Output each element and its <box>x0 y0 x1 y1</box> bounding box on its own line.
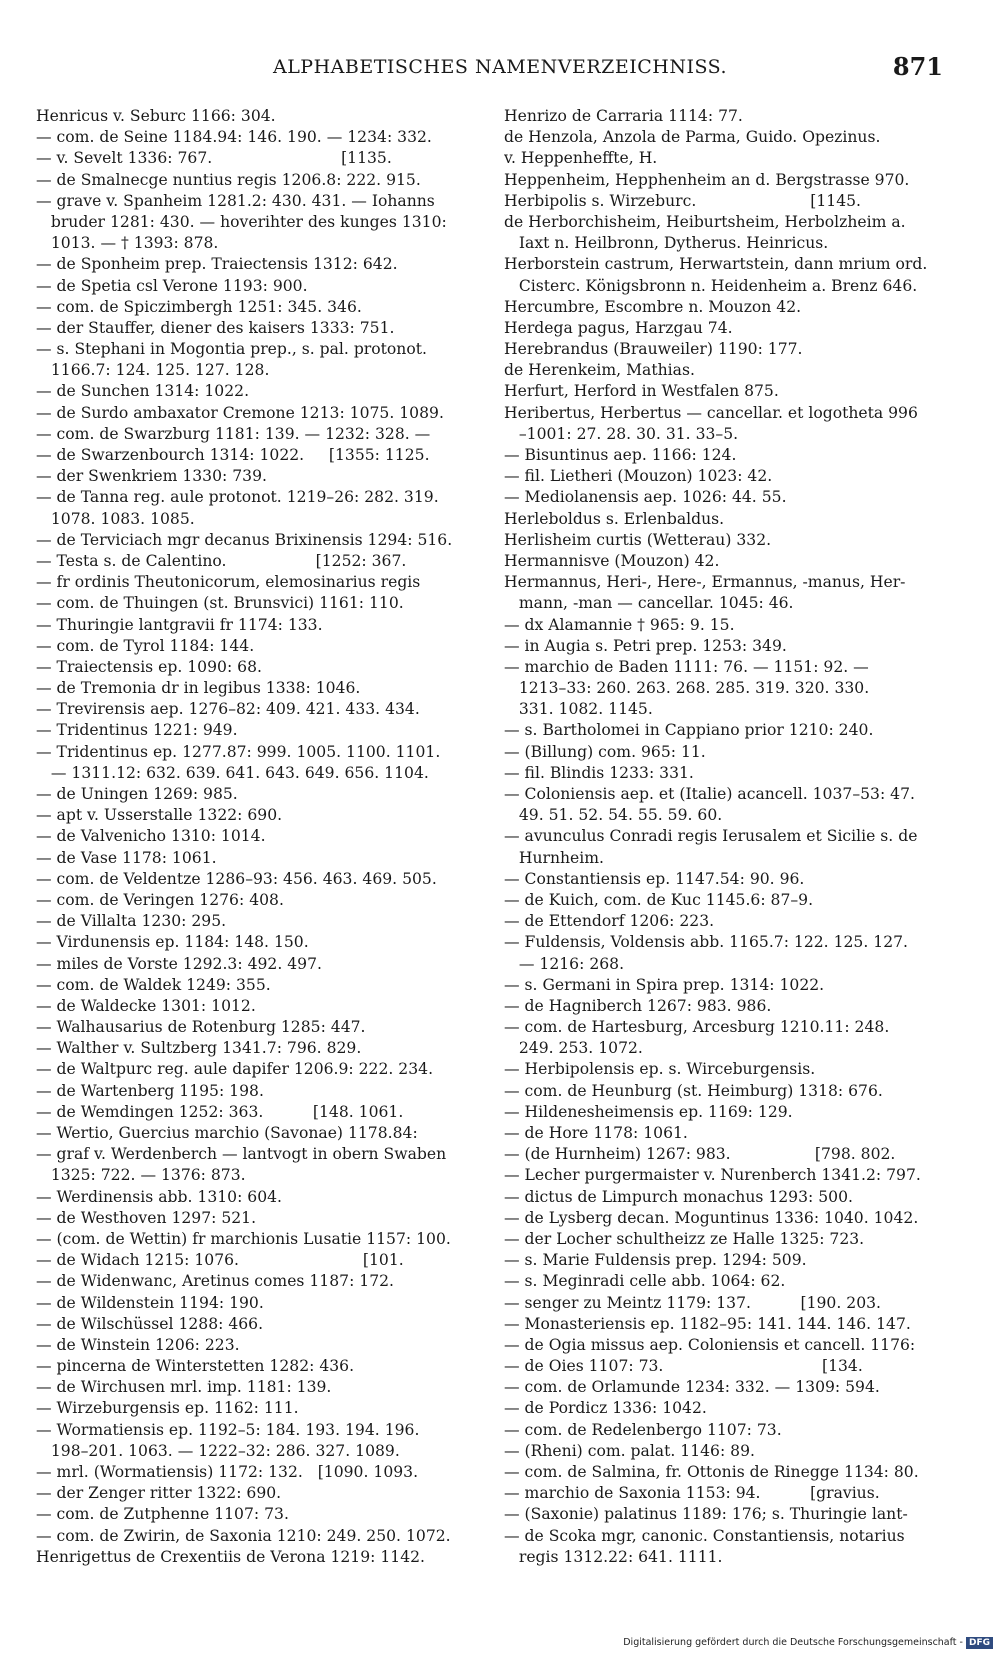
index-entry-line: — de Lysberg decan. Moguntinus 1336: 1040. 1042. <box>504 1208 919 1227</box>
index-entry-line: — de Wirchusen mrl. imp. 1181: 139. <box>36 1378 332 1397</box>
index-entry-line: — 1216: 268. <box>504 954 625 973</box>
index-entry-line: — de Valvenicho 1310: 1014. <box>36 827 266 846</box>
index-entry-line: — com. de Seine 1184.94: 146. 190. — 1234: 332. <box>36 128 432 147</box>
index-entry-line: Herlisheim curtis (Wetterau) 332. <box>504 530 772 549</box>
index-entry-line: — apt v. Usserstalle 1322: 690. <box>36 806 283 825</box>
index-entry-line: — de Waltpurc reg. aule dapifer 1206.9: 222. 234. <box>36 1060 434 1079</box>
index-entry-line: — com. de Veldentze 1286–93: 456. 463. 469. 505. <box>36 869 437 888</box>
index-entry-line: — Coloniensis aep. et (Italie) acancell. 1037–53: 47. <box>504 785 915 803</box>
index-entry-line: — 1311.12: 632. 639. 641. 643. 649. 656. 1104. <box>36 763 429 782</box>
index-entry-line: — de Wildenstein 1194: 190. <box>36 1293 264 1312</box>
index-entry-line: — de Wilschüssel 1288: 466. <box>36 1314 264 1333</box>
index-entry-line: –1001: 27. 28. 30. 31. 33–5. <box>504 424 739 443</box>
index-entry-line: regis 1312.22: 641. 1111. <box>504 1547 723 1566</box>
index-entry-line: 1166.7: 124. 125. 127. 128. <box>36 361 270 380</box>
index-entry-line: 198–201. 1063. — 1222–32: 286. 327. 1089. <box>36 1441 400 1460</box>
index-entry-line: — de Tremonia dr in legibus 1338: 1046. <box>36 679 361 698</box>
index-entry-line: Heppenheim, Hepphenheim an d. Bergstrasse 970. <box>504 170 910 189</box>
index-entry-line: Hurnheim. <box>504 848 605 867</box>
index-entry-line: — s. Meginradi celle abb. 1064: 62. <box>504 1272 786 1291</box>
index-entry-line: — Wirzeburgensis ep. 1162: 111. <box>36 1399 299 1418</box>
index-entry-line: de Herenkeim, Mathias. <box>504 361 695 380</box>
index-entry-line: — s. Germani in Spira prep. 1314: 1022. <box>504 975 825 994</box>
index-entry-line: — Virdunensis ep. 1184: 148. 150. <box>36 933 309 952</box>
index-entry-line: Herborstein castrum, Herwartstein, dann mrium ord. <box>504 255 928 274</box>
index-entry-line: — Wormatiensis ep. 1192–5: 184. 193. 194. 196. <box>36 1420 420 1439</box>
index-entry-line: — de Vase 1178: 1061. <box>36 848 217 867</box>
index-entry-line: — Walhausarius de Rotenburg 1285: 447. <box>36 1018 366 1037</box>
index-entry-line: — com. de Heunburg (st. Heimburg) 1318: 676. <box>504 1081 883 1100</box>
index-entry-line: — Bisuntinus aep. 1166: 124. <box>504 446 737 464</box>
page-title: ALPHABETISCHES NAMENVERZEICHNISS. <box>272 56 728 78</box>
index-entry-line: — de Westhoven 1297: 521. <box>36 1208 257 1227</box>
right-column <box>504 106 944 1568</box>
index-entry-line: — com. de Tyrol 1184: 144. <box>36 636 255 655</box>
index-entry-line: — s. Marie Fuldensis prep. 1294: 509. <box>504 1251 807 1270</box>
index-entry-line: — de Spetia csl Verone 1193: 900. <box>36 276 308 295</box>
index-entry-line: — com. de Veringen 1276: 408. <box>36 890 284 909</box>
index-entry-line: — com. de Swarzburg 1181: 139. — 1232: 328. — <box>36 424 431 443</box>
index-entry-line: — de Ogia missus aep. Coloniensis et cancell. 1176: <box>504 1335 916 1354</box>
index-entry-line: Henricus v. Seburc 1166: 304. <box>36 107 276 125</box>
index-entry-line: — de Villalta 1230: 295. <box>36 912 227 931</box>
index-entry-line: Herleboldus s. Erlenbaldus. <box>504 509 725 528</box>
index-entry-line: — de Uningen 1269: 985. <box>36 785 238 803</box>
index-entry-line: — com. de Waldek 1249: 355. <box>36 975 271 994</box>
index-entry-line: de Henzola, Anzola de Parma, Guido. Opezinus. <box>504 128 881 147</box>
left-column <box>36 106 491 1568</box>
index-entry-line: — in Augia s. Petri prep. 1253: 349. <box>504 636 787 655</box>
index-entry-line: Herebrandus (Brauweiler) 1190: 177. <box>504 340 803 359</box>
index-entry-line: — fr ordinis Theutonicorum, elemosinarius regis <box>36 573 421 592</box>
index-entry-line: — com. de Redelenbergo 1107: 73. <box>504 1420 782 1439</box>
index-entry-line: — der Swenkriem 1330: 739. <box>36 467 267 486</box>
index-entry-line: 49. 51. 52. 54. 55. 59. 60. <box>504 806 723 825</box>
index-entry-line: — de Wartenberg 1195: 198. <box>36 1081 264 1100</box>
index-entry-line: — Wertio, Guercius marchio (Savonae) 1178.84: <box>36 1124 418 1142</box>
index-entry-line: — (Rheni) com. palat. 1146: 89. <box>504 1441 755 1460</box>
index-entry-line: — dx Alamannie † 965: 9. 15. <box>504 615 735 634</box>
footer-credit: Digitalisierung gefördert durch die Deutsche Forschungsgemeinschaft - <box>623 1637 963 1648</box>
index-entry-line: — Walther v. Sultzberg 1341.7: 796. 829. <box>36 1039 362 1058</box>
index-entry-line: — Herbipolensis ep. s. Wirceburgensis. <box>504 1060 816 1079</box>
index-entry-line: — de Pordicz 1336: 1042. <box>504 1399 707 1418</box>
index-entry-line: — Trevirensis aep. 1276–82: 409. 421. 433. 434. <box>36 700 420 719</box>
index-entry-line: — graf v. Werdenberch — lantvogt in obern Swaben <box>36 1145 447 1164</box>
index-entry-line: — Mediolanensis aep. 1026: 44. 55. <box>504 488 787 507</box>
index-entry-line: — Traiectensis ep. 1090: 68. <box>36 657 262 676</box>
index-entry-line: — (com. de Wettin) fr marchionis Lusatie 1157: 100. <box>36 1229 451 1248</box>
index-entry-line: — Tridentinus ep. 1277.87: 999. 1005. 1100. 1101. <box>36 742 441 761</box>
index-entry-line: Iaxt n. Heilbronn, Dytherus. Heinricus. <box>504 234 829 253</box>
index-entry-line: — (Saxonie) palatinus 1189: 176; s. Thuringie lant- <box>504 1505 908 1524</box>
index-entry-line: — de Terviciach mgr decanus Brixinensis 1294: 516. <box>36 530 453 549</box>
index-entry-line: — s. Bartholomei in Cappiano prior 1210: 240. <box>504 721 874 740</box>
index-entry-line: — mrl. (Wormatiensis) 1172: 132. [1090. 1093. <box>36 1463 419 1481</box>
index-entry-line: — de Surdo ambaxator Cremone 1213: 1075. 1089. <box>36 403 444 422</box>
index-entry-line: — senger zu Meintz 1179: 137. [190. 203. <box>504 1293 881 1312</box>
index-entry-line: — der Zenger ritter 1322: 690. <box>36 1484 282 1503</box>
index-entry-line: — de Scoka mgr, canonic. Constantiensis, notarius <box>504 1526 905 1545</box>
index-entry-line: — de Swarzenbourch 1314: 1022. [1355: 1125. <box>36 446 430 464</box>
index-entry-line: — miles de Vorste 1292.3: 492. 497. <box>36 954 322 973</box>
index-entry-line: — com. de Hartesburg, Arcesburg 1210.11: 248. <box>504 1018 890 1037</box>
index-entry-line: Hermannisve (Mouzon) 42. <box>504 551 720 570</box>
index-entry-line: — de Sunchen 1314: 1022. <box>36 382 250 401</box>
index-entry-line: — der Stauffer, diener des kaisers 1333: 751. <box>36 318 395 337</box>
index-entry-line: 249. 253. 1072. <box>504 1039 643 1058</box>
index-entry-line: — de Wemdingen 1252: 363. [148. 1061. <box>36 1102 404 1121</box>
index-entry-line: Henrizo de Carraria 1114: 77. <box>504 107 743 125</box>
index-entry-line: — Lecher purgermaister v. Nurenberch 1341.2: 797. <box>504 1166 921 1185</box>
index-entry-line: v. Heppenheffte, H. <box>504 149 658 168</box>
index-entry-line: 1213–33: 260. 263. 268. 285. 319. 320. 330. <box>504 679 870 698</box>
index-entry-line: — (Billung) com. 965: 11. <box>504 742 706 761</box>
index-entry-line: Henrigettus de Crexentiis de Verona 1219: 1142. <box>36 1547 426 1566</box>
index-entry-line: — s. Stephani in Mogontia prep., s. pal. protonot. <box>36 340 427 359</box>
index-entry-line: 1325: 722. — 1376: 873. <box>36 1166 246 1185</box>
index-entry-line: — de Widach 1215: 1076. [101. <box>36 1251 404 1270</box>
page-number: 871 <box>892 52 943 81</box>
index-entry-line: — de Hore 1178: 1061. <box>504 1124 688 1142</box>
dfg-logo: DFG <box>966 1637 993 1649</box>
index-entry-line: — fil. Lietheri (Mouzon) 1023: 42. <box>504 467 773 486</box>
index-entry-line: — de Winstein 1206: 223. <box>36 1335 240 1354</box>
index-entry-line: Hermannus, Heri-, Here-, Ermannus, -manus, Her- <box>504 573 906 592</box>
index-entry-line: — Tridentinus 1221: 949. <box>36 721 238 740</box>
index-entry-line: — avunculus Conradi regis Ierusalem et Sicilie s. de <box>504 827 918 846</box>
index-entry-line: — der Locher schultheizz ze Halle 1325: 723. <box>504 1229 865 1248</box>
index-entry-line: — com. de Zwirin, de Saxonia 1210: 249. 250. 1072. <box>36 1526 451 1545</box>
index-entry-line: Herfurt, Herford in Westfalen 875. <box>504 382 779 401</box>
index-entry-line: 1013. — † 1393: 878. <box>36 234 219 253</box>
index-entry-line: — Monasteriensis ep. 1182–95: 141. 144. 146. 147. <box>504 1314 911 1333</box>
index-entry-line: — marchio de Saxonia 1153: 94. [gravius. <box>504 1484 880 1503</box>
index-entry-line: — com. de Spiczimbergh 1251: 345. 346. <box>36 297 362 316</box>
index-entry-line: bruder 1281: 430. — hoverihter des kunges 1310: <box>36 212 447 231</box>
index-entry-line: — v. Sevelt 1336: 767. [1135. <box>36 149 392 168</box>
footer <box>623 1632 993 1648</box>
index-entry-line: — Werdinensis abb. 1310: 604. <box>36 1187 283 1206</box>
index-entry-line: — (de Hurnheim) 1267: 983. [798. 802. <box>504 1145 896 1164</box>
index-entry-line: Hercumbre, Escombre n. Mouzon 42. <box>504 297 802 316</box>
index-entry-line: Herdega pagus, Harzgau 74. <box>504 318 733 337</box>
index-entry-line: — de Ettendorf 1206: 223. <box>504 912 715 931</box>
index-entry-line: 1078. 1083. 1085. <box>36 509 195 528</box>
index-entry-line: — com. de Zutphenne 1107: 73. <box>36 1505 289 1524</box>
index-entry-line: — fil. Blindis 1233: 331. <box>504 763 694 782</box>
index-entry-line: — de Smalnecge nuntius regis 1206.8: 222. 915. <box>36 170 421 189</box>
page-header <box>0 50 1000 90</box>
index-entry-line: — de Widenwanc, Aretinus comes 1187: 172. <box>36 1272 395 1291</box>
index-entry-line: Cisterc. Königsbronn n. Heidenheim a. Brenz 646. <box>504 276 918 295</box>
index-entry-line: 331. 1082. 1145. <box>504 700 653 719</box>
index-entry-line: — de Tanna reg. aule protonot. 1219–26: 282. 319. <box>36 488 439 507</box>
index-entry-line: — com. de Salmina, fr. Ottonis de Rinegge 1134: 80. <box>504 1463 919 1481</box>
index-entry-line: — com. de Thuingen (st. Brunsvici) 1161: 110. <box>36 594 404 613</box>
index-entry-line: Heribertus, Herbertus — cancellar. et logotheta 996 <box>504 403 918 422</box>
index-entry-line: — de Waldecke 1301: 1012. <box>36 996 256 1015</box>
index-entry-line: — dictus de Limpurch monachus 1293: 500. <box>504 1187 853 1206</box>
index-entry-line: — com. de Orlamunde 1234: 332. — 1309: 594. <box>504 1378 880 1397</box>
index-entry-line: mann, -man — cancellar. 1045: 46. <box>504 594 794 613</box>
index-entry-line: de Herborchisheim, Heiburtsheim, Herbolzheim a. <box>504 212 906 231</box>
index-entry-line: Herbipolis s. Wirzeburc. [1145. <box>504 191 862 210</box>
index-entry-line: — Thuringie lantgravii fr 1174: 133. <box>36 615 323 634</box>
index-entry-line: — Fuldensis, Voldensis abb. 1165.7: 122. 125. 127. <box>504 933 908 952</box>
index-entry-line: — Constantiensis ep. 1147.54: 90. 96. <box>504 869 805 888</box>
index-entry-line: — pincerna de Winterstetten 1282: 436. <box>36 1357 355 1376</box>
index-entry-line: — Testa s. de Calentino. [1252: 367. <box>36 551 407 570</box>
index-entry-line: — de Sponheim prep. Traiectensis 1312: 642. <box>36 255 398 274</box>
index-entry-line: — marchio de Baden 1111: 76. — 1151: 92. — <box>504 657 869 676</box>
index-entry-line: — grave v. Spanheim 1281.2: 430. 431. — Iohanns <box>36 191 435 210</box>
index-entry-line: — de Oies 1107: 73. [134. <box>504 1357 863 1376</box>
index-entry-line: — de Kuich, com. de Kuc 1145.6: 87–9. <box>504 890 814 909</box>
index-entry-line: — de Hagniberch 1267: 983. 986. <box>504 996 772 1015</box>
index-entry-line: — Hildenesheimensis ep. 1169: 129. <box>504 1102 793 1121</box>
